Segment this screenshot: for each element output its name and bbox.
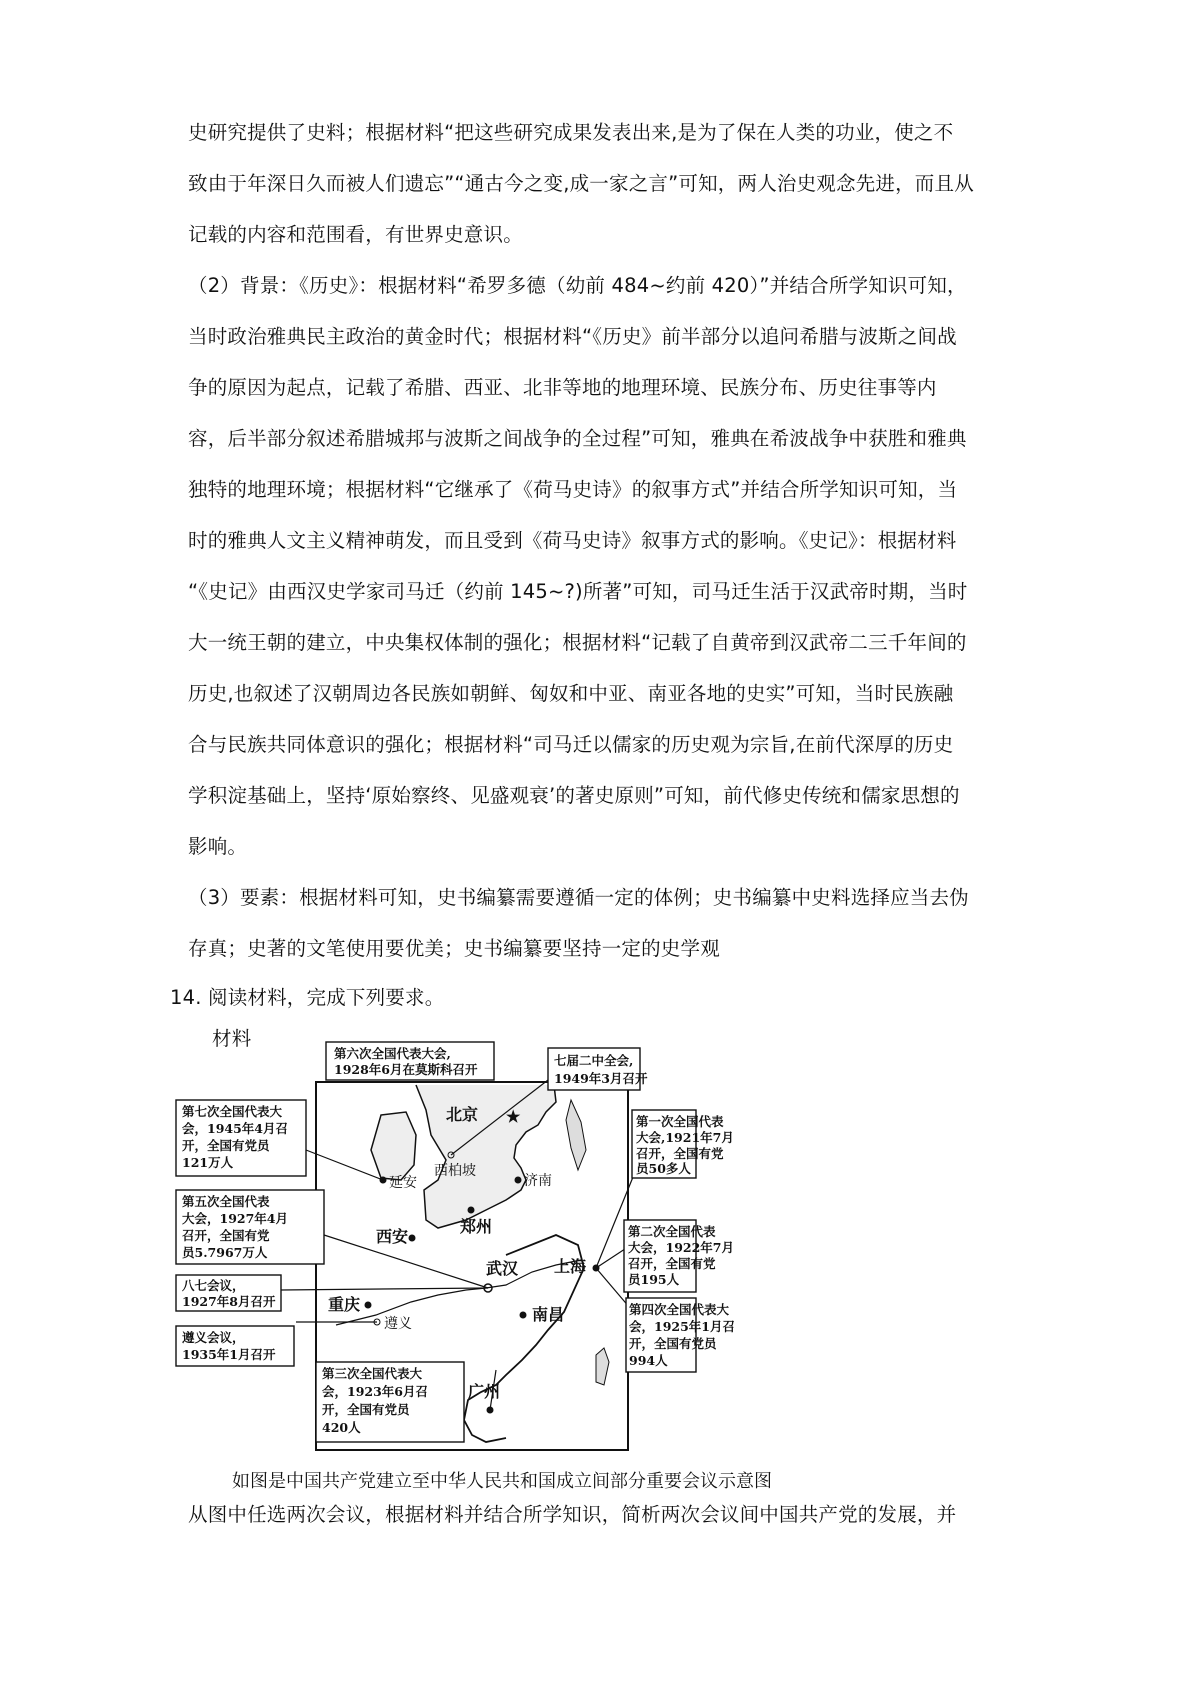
zhengzhou-dot — [468, 1207, 475, 1214]
city-zhengzhou: 郑州 — [460, 1217, 493, 1236]
text-line: 大一统王朝的建立，中央集权体制的强化；根据材料“记载了自黄帝到汉武帝二三千年间的 — [188, 631, 967, 654]
svg-text:第五次全国代表: 第五次全国代表 — [182, 1194, 270, 1209]
box-sixth-congress — [326, 1042, 494, 1080]
nanchang-dot — [520, 1312, 527, 1319]
text-line: 当时政治雅典民主政治的黄金时代；根据材料“《历史》前半部分以追问希腊与波斯之间战 — [188, 325, 957, 348]
svg-text:第四次全国代表大: 第四次全国代表大 — [629, 1302, 730, 1317]
text-line: 记载的内容和范围看，有世界史意识。 — [188, 223, 523, 246]
svg-text:召开，全国有党: 召开，全国有党 — [182, 1228, 270, 1243]
text-line: 独特的地理环境；根据材料“它继承了《荷马史诗》的叙事方式”并结合所学知识可知，当 — [188, 478, 958, 501]
svg-text:420人: 420人 — [322, 1420, 361, 1435]
svg-text:大会，1927年4月: 大会，1927年4月 — [182, 1211, 288, 1226]
text-line: 14. 阅读材料，完成下列要求。 — [170, 986, 445, 1009]
svg-text:遵义会议，: 遵义会议， — [182, 1330, 245, 1345]
city-beijing: 北京 — [446, 1105, 479, 1124]
text-line: 容，后半部分叙述希腊城邦与波斯之间战争的全过程”可知，雅典在希波战争中获胜和雅典 — [188, 427, 967, 450]
city-guangzhou: 广州 — [468, 1382, 501, 1401]
svg-text:召开，全国有党: 召开，全国有党 — [628, 1256, 716, 1271]
city-xian: 西安 — [376, 1227, 409, 1246]
box-second-plenum — [548, 1048, 648, 1090]
map-caption: 如图是中国共产党建立至中华人民共和国成立间部分重要会议示意图 — [232, 1471, 772, 1492]
svg-text:121万人: 121万人 — [182, 1155, 234, 1170]
party-meetings-map — [176, 1040, 735, 1455]
svg-text:1928年6月在莫斯科召开: 1928年6月在莫斯科召开 — [334, 1062, 478, 1077]
svg-text:大会，1922年7月: 大会，1922年7月 — [628, 1240, 734, 1255]
text-line: 史研究提供了史料；根据材料“把这些研究成果发表出来,是为了保在人类的功业，使之不 — [188, 121, 954, 144]
svg-text:第一次全国代表: 第一次全国代表 — [636, 1114, 724, 1129]
text-line: 合与民族共同体意识的强化；根据材料“司马迁以儒家的历史观为宗旨,在前代深厚的历史 — [188, 733, 954, 756]
svg-text:会，1925年1月召: 会，1925年1月召 — [629, 1319, 735, 1334]
city-jinan: 济南 — [524, 1173, 552, 1189]
svg-text:第六次全国代表大会,: 第六次全国代表大会, — [334, 1046, 451, 1061]
text-line: 致由于年深日久而被人们遗忘”“通古今之变,成一家之言”可知，两人治史观念先进，而且从 — [188, 172, 974, 195]
svg-text:第二次全国代表: 第二次全国代表 — [628, 1224, 716, 1239]
svg-text:第三次全国代表大: 第三次全国代表大 — [322, 1366, 423, 1381]
box-seventh-congress — [176, 1100, 306, 1176]
text-line: “《史记》由西汉史学家司马迁（约前 145~?)所著”可知，司马迁生活于汉武帝时期，当时 — [188, 580, 968, 603]
svg-text:1935年1月召开: 1935年1月召开 — [182, 1347, 276, 1362]
city-nanchang: 南昌 — [532, 1305, 565, 1324]
text-line: （3）要素：根据材料可知，史书编纂需要遵循一定的体例；史书编纂中史料选择应当去伪 — [188, 886, 969, 909]
text-line: 历史,也叙述了汉朝周边各民族如朝鲜、匈奴和中亚、南亚各地的史实”可知，当时民族融 — [188, 682, 954, 705]
city-shanghai: 上海 — [554, 1257, 587, 1276]
material-label: 材料 — [212, 1027, 252, 1050]
city-xibaipo: 西柏坡 — [434, 1163, 476, 1179]
svg-text:员5.7967万人: 员5.7967万人 — [182, 1245, 268, 1260]
svg-text:开，全国有党员: 开，全国有党员 — [322, 1402, 410, 1417]
city-chongqing: 重庆 — [328, 1295, 361, 1314]
beijing-star: ★ — [506, 1107, 521, 1126]
svg-text:会，1945年4月召: 会，1945年4月召 — [182, 1121, 288, 1136]
box-first-congress — [632, 1110, 734, 1178]
svg-text:1949年3月召开: 1949年3月召开 — [554, 1071, 648, 1086]
city-zunyi: 遵义 — [384, 1316, 412, 1332]
svg-text:员50多人: 员50多人 — [636, 1161, 691, 1176]
box-second-congress — [624, 1220, 734, 1292]
city-yanan: 延安 — [389, 1175, 417, 1191]
text-line: 学积淀基础上，坚持‘原始察终、见盛观衰’的著史原则”可知，前代修史传统和儒家思想的 — [188, 784, 960, 807]
svg-text:七届二中全会,: 七届二中全会, — [554, 1053, 634, 1068]
jinan-dot — [515, 1177, 522, 1184]
xian-dot — [409, 1235, 416, 1242]
svg-text:开，全国有党员: 开，全国有党员 — [629, 1336, 717, 1351]
box-third-congress — [316, 1362, 464, 1442]
text-line: （2）背景：《历史》：根据材料“希罗多德（幼前 484~约前 420）”并结合所学知识可知， — [188, 274, 967, 297]
box-fifth-congress — [176, 1190, 324, 1264]
svg-text:994人: 994人 — [629, 1353, 668, 1368]
box-zunyi-meeting — [176, 1326, 294, 1366]
text-line: 影响。 — [188, 835, 248, 858]
svg-text:员195人: 员195人 — [628, 1272, 680, 1287]
svg-text:开，全国有党员: 开，全国有党员 — [182, 1138, 270, 1153]
box-fourth-congress — [626, 1298, 735, 1372]
text-line: 争的原因为起点，记载了希腊、西亚、北非等地的地理环境、民族分布、历史往事等内 — [188, 376, 937, 399]
city-wuhan: 武汉 — [486, 1259, 519, 1278]
svg-text:会，1923年6月召: 会，1923年6月召 — [322, 1384, 428, 1399]
svg-text:1927年8月召开: 1927年8月召开 — [182, 1294, 276, 1309]
text-line: 存真；史著的文笔使用要优美；史书编纂要坚持一定的史学观 — [188, 937, 720, 960]
text-line: 时的雅典人文主义精神萌发，而且受到《荷马史诗》叙事方式的影响。《史记》：根据材料 — [188, 529, 957, 552]
svg-text:八七会议，: 八七会议， — [182, 1278, 245, 1293]
svg-text:召开，全国有党: 召开，全国有党 — [636, 1146, 724, 1161]
svg-text:大会,1921年7月: 大会,1921年7月 — [636, 1130, 734, 1145]
question-text: 从图中任选两次会议，根据材料并结合所学知识，简析两次会议间中国共产党的发展，并 — [188, 1503, 957, 1526]
chongqing-dot — [365, 1302, 372, 1309]
svg-text:第七次全国代表大: 第七次全国代表大 — [182, 1104, 283, 1119]
box-august7-meeting — [176, 1275, 281, 1311]
